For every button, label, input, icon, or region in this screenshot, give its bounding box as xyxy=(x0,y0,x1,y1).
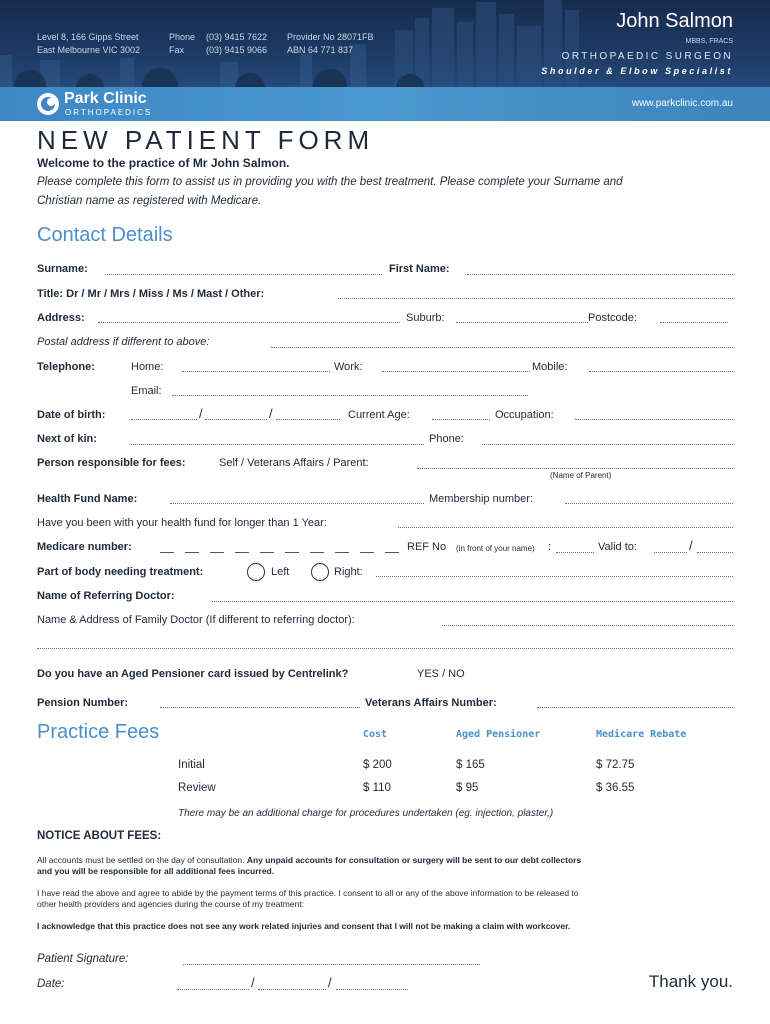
thank-you-text: Thank you. xyxy=(648,972,733,991)
email-field[interactable] xyxy=(172,395,528,396)
family-doctor-field[interactable] xyxy=(442,625,733,626)
fees-row-review-aged: $ 95 xyxy=(456,782,479,794)
doctor-qualifications: MBBS, FRACS xyxy=(685,38,733,45)
instructions-line2: Christian name as registered with Medicare. xyxy=(37,195,262,207)
notice-paragraph-2-line2: other health providers and agencies during the course of my treatment: xyxy=(37,899,304,909)
postcode-field[interactable] xyxy=(660,322,728,323)
form-title: NEW PATIENT FORM xyxy=(37,125,375,155)
abn: ABN 64 771 837 xyxy=(287,45,354,55)
referring-doctor-field[interactable] xyxy=(212,601,733,602)
left-label: Left xyxy=(271,566,290,578)
medicare-digit-5[interactable] xyxy=(260,552,274,553)
right-radio[interactable] xyxy=(311,563,329,581)
notice-paragraph-1-line1 xyxy=(37,855,581,865)
fund-duration-field[interactable] xyxy=(398,527,733,528)
aged-pensioner-options[interactable]: YES / NO xyxy=(417,668,465,680)
first-name-label: First Name: xyxy=(389,263,450,275)
ref-no-label: REF No xyxy=(407,541,447,553)
family-doctor-field-line2[interactable] xyxy=(37,648,733,649)
signature-date-day-field[interactable] xyxy=(177,989,249,990)
home-phone-label: Home: xyxy=(131,361,164,373)
patient-signature-field[interactable] xyxy=(183,964,480,965)
parent-name-field[interactable] xyxy=(417,468,733,469)
health-fund-label: Health Fund Name: xyxy=(37,493,138,505)
membership-field[interactable] xyxy=(565,503,733,504)
dob-label: Date of birth: xyxy=(37,409,106,421)
mobile-field[interactable] xyxy=(589,371,733,372)
surname-field[interactable] xyxy=(105,274,382,275)
medicare-digit-3[interactable] xyxy=(210,552,224,553)
surname-label: Surname: xyxy=(37,263,88,275)
postal-address-field[interactable] xyxy=(271,347,733,348)
signature-date-label: Date: xyxy=(37,978,65,990)
kin-phone-field[interactable] xyxy=(482,444,733,445)
fees-col-rebate: Medicare Rebate xyxy=(596,729,687,740)
signature-date-slash-1: / xyxy=(251,975,255,990)
contact-details-heading: Contact Details xyxy=(37,224,173,246)
postal-address-label: Postal address if different to above: xyxy=(37,336,210,348)
mobile-label: Mobile: xyxy=(532,361,568,373)
medicare-digit-1[interactable] xyxy=(160,552,174,553)
medicare-digit-8[interactable] xyxy=(335,552,349,553)
notice-workcover: I acknowledge that this practice does not see any work related injuries and consent that I will not be making a claim with workcover. xyxy=(37,921,571,931)
fees-row-initial-label: Initial xyxy=(178,759,205,771)
patient-signature-label: Patient Signature: xyxy=(37,953,129,965)
fees-row-review-rebate: $ 36.55 xyxy=(596,782,635,794)
postcode-label: Postcode: xyxy=(588,312,637,324)
doctor-title: ORTHOPAEDIC SURGEON xyxy=(561,51,733,62)
fees-note: There may be an additional charge for procedures undertaken (eg. injection, plaster,) xyxy=(178,808,554,819)
health-fund-field[interactable] xyxy=(170,503,424,504)
doctor-name: John Salmon xyxy=(616,10,733,32)
title-options-label: Title: Dr / Mr / Mrs / Miss / Ms / Mast / Other: xyxy=(37,288,265,300)
practice-fees-heading: Practice Fees xyxy=(37,721,160,743)
pension-number-label: Pension Number: xyxy=(37,697,129,709)
signature-date-slash-2: / xyxy=(328,975,332,990)
ref-no-field[interactable] xyxy=(556,552,594,553)
occupation-field[interactable] xyxy=(575,419,733,420)
fax-label: Fax xyxy=(169,45,185,55)
ref-no-colon: : xyxy=(548,541,552,553)
occupation-label: Occupation: xyxy=(495,409,554,421)
dob-slash-1: / xyxy=(199,406,203,421)
current-age-field[interactable] xyxy=(432,419,490,420)
phone-value: (03) 9415 7622 xyxy=(206,32,268,42)
fees-person-options: Self / Veterans Affairs / Parent: xyxy=(219,457,369,469)
suburb-label: Suburb: xyxy=(406,312,445,324)
notice-payment-terms: All accounts must be settled on the day of consultation. xyxy=(37,855,245,865)
notice-debt-collectors: Any unpaid accounts for consultation or surgery will be sent to our debt collectors xyxy=(246,855,582,865)
notice-heading: NOTICE ABOUT FEES: xyxy=(37,830,162,842)
membership-label: Membership number: xyxy=(429,493,533,505)
welcome-text: Welcome to the practice of Mr John Salmon. xyxy=(37,156,290,170)
kin-phone-label: Phone: xyxy=(429,433,464,445)
fees-row-initial-rebate: $ 72.75 xyxy=(596,759,635,771)
fees-col-aged: Aged Pensioner xyxy=(456,729,541,740)
medicare-label: Medicare number: xyxy=(37,541,132,553)
work-phone-field[interactable] xyxy=(382,371,530,372)
medicare-digit-10[interactable] xyxy=(385,552,399,553)
valid-to-month-field[interactable] xyxy=(654,552,687,553)
instructions-line1: Please complete this form to assist us in providing you with the best treatment. Please complete your Surname and xyxy=(37,176,623,188)
medicare-digit-9[interactable] xyxy=(360,552,374,553)
fees-col-cost: Cost xyxy=(363,729,388,740)
valid-to-label: Valid to: xyxy=(598,541,637,553)
dob-slash-2: / xyxy=(269,406,273,421)
header-banner xyxy=(0,0,770,87)
veterans-number-field[interactable] xyxy=(537,707,733,708)
fax-value: (03) 9415 9066 xyxy=(206,45,268,55)
fees-person-label: Person responsible for fees: xyxy=(37,457,186,469)
notice-paragraph-2-line1: I have read the above and agree to abide by the payment terms of this practice. I consent to all or any of the above information to be released to xyxy=(37,888,579,898)
dob-day-field[interactable] xyxy=(131,419,197,420)
body-part-label: Part of body needing treatment: xyxy=(37,566,204,578)
pension-number-field[interactable] xyxy=(160,707,360,708)
fees-row-review-label: Review xyxy=(178,782,216,794)
right-label: Right: xyxy=(334,566,363,578)
park-clinic-logo-icon xyxy=(36,92,60,116)
work-phone-label: Work: xyxy=(334,361,363,373)
address-label: Address: xyxy=(37,312,85,324)
dob-year-field[interactable] xyxy=(276,419,340,420)
brand-bar xyxy=(0,87,770,121)
medicare-digit-4[interactable] xyxy=(235,552,249,553)
next-of-kin-label: Next of kin: xyxy=(37,433,97,445)
fund-duration-label: Have you been with your health fund for longer than 1 Year: xyxy=(37,517,327,529)
veterans-number-label: Veterans Affairs Number: xyxy=(365,697,497,709)
medicare-digit-7[interactable] xyxy=(310,552,324,553)
dob-month-field[interactable] xyxy=(205,419,267,420)
brand-name: Park Clinic xyxy=(64,90,147,107)
next-of-kin-field[interactable] xyxy=(131,444,424,445)
title-other-field[interactable] xyxy=(338,298,733,299)
aged-pensioner-question: Do you have an Aged Pensioner card issued by Centrelink? xyxy=(37,668,349,680)
website-link[interactable]: www.parkclinic.com.au xyxy=(631,98,733,109)
valid-to-slash: / xyxy=(689,538,693,553)
brand-subtitle: ORTHOPAEDICS xyxy=(65,108,153,117)
signature-date-year-field[interactable] xyxy=(336,989,408,990)
medicare-digit-6[interactable] xyxy=(285,552,299,553)
family-doctor-label: Name & Address of Family Doctor (If different to referring doctor): xyxy=(37,614,355,626)
referring-doctor-label: Name of Referring Doctor: xyxy=(37,590,175,602)
phone-label: Phone xyxy=(169,32,196,42)
fees-row-initial-cost: $ 200 xyxy=(363,759,392,771)
fees-row-review-cost: $ 110 xyxy=(363,782,391,794)
email-label: Email: xyxy=(131,385,162,397)
address-field[interactable] xyxy=(98,322,400,323)
notice-paragraph-1-line2: and you will be responsible for all additional fees incurred. xyxy=(37,866,275,876)
clinic-address-line1: Level 8, 166 Gipps Street xyxy=(37,32,139,42)
left-radio[interactable] xyxy=(247,563,265,581)
signature-date-month-field[interactable] xyxy=(258,989,326,990)
fees-row-initial-aged: $ 165 xyxy=(456,759,485,771)
provider-number: Provider No 28071FB xyxy=(287,32,374,42)
body-part-field[interactable] xyxy=(376,576,733,577)
suburb-field[interactable] xyxy=(456,322,588,323)
current-age-label: Current Age: xyxy=(348,409,410,421)
home-phone-field[interactable] xyxy=(182,371,330,372)
medicare-digit-2[interactable] xyxy=(185,552,199,553)
parent-name-caption: (Name of Parent) xyxy=(550,471,612,480)
doctor-specialty: Shoulder & Elbow Specialist xyxy=(541,66,733,76)
clinic-address-line2: East Melbourne VIC 3002 xyxy=(37,45,141,55)
ref-no-note: (in front of your name) xyxy=(456,544,535,553)
valid-to-year-field[interactable] xyxy=(697,552,733,553)
first-name-field[interactable] xyxy=(467,274,733,275)
telephone-label: Telephone: xyxy=(37,361,95,373)
